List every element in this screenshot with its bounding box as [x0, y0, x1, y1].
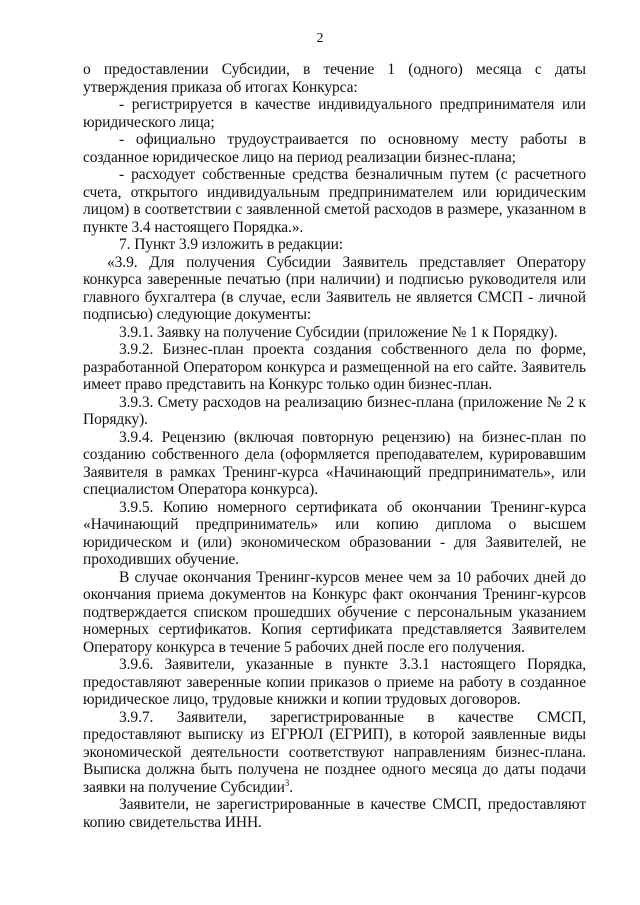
paragraph-3-9-3: 3.9.3. Смету расходов на реализацию бизнес-плана (приложение № 2 к Порядку). [83, 393, 586, 428]
paragraph-3-9-7: 3.9.7. Заявители, зарегистрированные в качестве СМСП, предоставляют выписку из ЕГРЮЛ (ЕГРИП), в которой заявленные виды экономической деятельности соответствуют направлениям бизнес-плана. Выписка должна быть получена не позднее одного месяца до даты подачи заявки на получение Субсидии$^3$. [83, 708, 586, 796]
page-number: 2 [316, 31, 324, 46]
paragraph-3-9-6: 3.9.6. Заявители, указанные в пункте 3.3.1 настоящего Порядка, предоставляют заверенные копии приказов о приеме на работу в созданное юридическое лицо, трудовые книжки и копии трудовых договоров. [83, 656, 586, 708]
paragraph-continuation: о предоставлении Субсидии, в течение 1 (одного) месяца с даты утверждения приказа об итогах Конкурса: [83, 61, 586, 96]
paragraph-3-9-1: 3.9.1. Заявку на получение Субсидии (приложение № 1 к Порядку). [119, 323, 558, 341]
paragraph-3-9-5: 3.9.5. Копию номерного сертификата об окончании Тренинг-курса «Начинающий предприниматель» или копию диплома о высшем юридическом и (или) экономическом образовании - для Заявителей, не проходивших обучение. [83, 498, 586, 568]
paragraph-3-9: «3.9. Для получения Субсидии Заявитель представляет Оператору конкурса заверенные печатью (при наличии) и подписью руководителя или главного бухгалтера (в случае, если Заявитель не является СМСП - личной подписью) следующие документы: [83, 253, 586, 323]
paragraph-3-9-2: 3.9.2. Бизнес-план проекта создания собственного дела по форме, разработанной Оператором конкурса и размещенной на его сайте. Заявитель имеет право представить на Конкурс только один бизнес-план. [83, 341, 586, 393]
paragraph-inn: Заявители, не зарегистрированные в качестве СМСП, предоставляют копию свидетельства ИНН. [83, 796, 586, 831]
paragraph-3-9-4: 3.9.4. Рецензию (включая повторную рецензию) на бизнес-план по созданию собственного дела (оформляется преподавателем, курировавшим Заявителя в рамках Тренинг-курса «Начинающий предприниматель», или специалистом Оператора конкурса). [83, 428, 586, 498]
footnote-marker: 3 [284, 777, 290, 788]
paragraph-3-9-7-text: 3.9.7. Заявители, зарегистрированные в качестве СМСП, предоставляют выписку из ЕГРЮЛ (ЕГРИП), в которой заявленные виды экономической деятельности соответствуют направлениям бизнес-плана. Выписка должна быть получена не позднее одного месяца до даты подачи заявки на получение Субсидии [83, 708, 586, 796]
document-body [83, 61, 586, 831]
paragraph-bullet-employment: - официально трудоустраивается по основному месту работы в созданное юридическое лицо на период реализации бизнес-плана; [83, 131, 586, 166]
paragraph-training-courses: В случае окончания Тренинг-курсов менее чем за 10 рабочих дней до окончания приема документов на Конкурс факт окончания Тренинг-курсов подтверждается списком прошедших обучение с персональным указанием номерных сертификатов. Копия сертификата представляется Заявителем Оператору конкурса в течение 5 рабочих дней после его получения. [83, 568, 586, 656]
paragraph-bullet-expenses: - расходует собственные средства безналичным путем (с расчетного счета, открытого индивидуальным предпринимателем или юридическим лицом) в соответствии с заявленной сметой расходов в размере, указанном в пункте 3.4 настоящего Порядка.». [83, 166, 586, 236]
paragraph-item-7: 7. Пункт 3.9 изложить в редакции: [119, 236, 344, 253]
paragraph-bullet-register: - регистрируется в качестве индивидуального предпринимателя или юридического лица; [83, 96, 586, 131]
